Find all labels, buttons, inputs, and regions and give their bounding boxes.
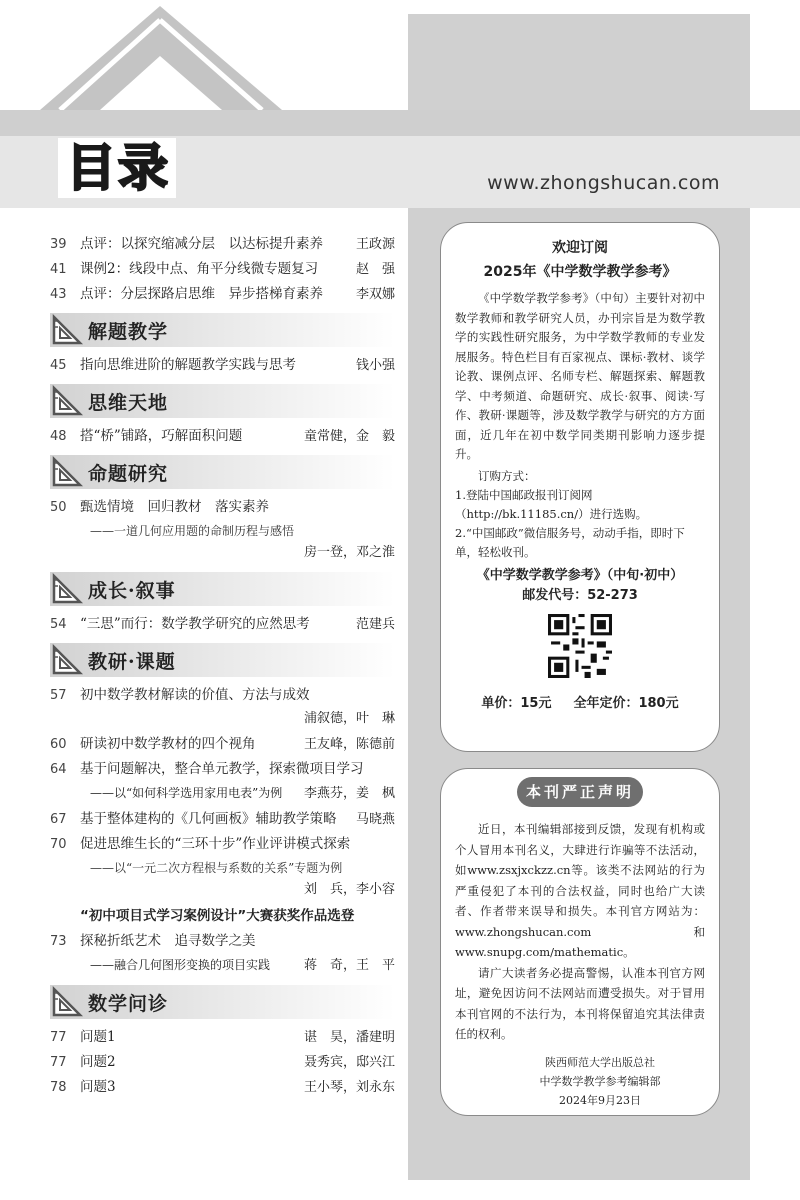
article-author: 蒋 奇，王 平	[303, 958, 395, 973]
article-title: “三思”而行：数学教学研究的应然思考	[80, 616, 310, 632]
toc-row[interactable]	[50, 807, 395, 832]
article-title: 指向思维进阶的解题教学实践与思考	[80, 357, 296, 373]
declaration-paragraph: 近日，本刊编辑部接到反馈，发现有机构或个人冒用本刊名义，大肆进行诈骗等不法活动，如www.zsxjxckzz.cn等。该类不法网站的行为严重侵犯了本刊的合法权益，同时也给广大读者、作者带来误导和损失。本刊官方网站为：www.zhongshucan.com 和www.snupg.com/mathematic。	[455, 822, 705, 959]
article-title: 研读初中数学教材的四个视角	[80, 736, 256, 752]
declaration-paragraph: 请广大读者务必提高警惕，认准本刊官方网址，避免因访问不法网站而遭受损失。对于冒用本刊官网的不法行为，本刊将保留追究其法律责任的权利。	[455, 965, 705, 1041]
order-method-1: 1.登陆中国邮政报刊订阅网（http://bk.11185.cn/）进行选购。	[455, 487, 648, 521]
toc-row[interactable]	[50, 232, 395, 257]
feature-title: “初中项目式学习案例设计”大赛获奖作品选登	[80, 908, 355, 924]
article-subtitle: ——以“如何科学选用家用电表”为例	[90, 786, 283, 800]
article-title: 点评：分层探路启思维 异步搭梯育素养	[80, 286, 323, 302]
header-triangle-graphic	[0, 0, 410, 115]
signature-editorial: 中学数学教学参考编辑部	[539, 1074, 661, 1088]
article-author: 李燕芬，姜 枫	[303, 786, 395, 801]
article-subtitle: ——一道几何应用题的命制历程与感悟	[90, 524, 295, 538]
article-author: 王友峰，陈德前	[303, 737, 395, 752]
section-header-jiaoyan	[50, 643, 395, 677]
page-number: 39	[50, 237, 67, 252]
section-triangle-icon	[50, 985, 84, 1019]
page-number: 67	[50, 812, 67, 827]
declaration-card	[440, 768, 720, 1116]
article-author: 王政源	[355, 237, 395, 252]
page-number: 50	[50, 500, 67, 515]
page-number: 78	[50, 1080, 67, 1095]
article-author: 范建兵	[355, 617, 395, 632]
page-number: 57	[50, 688, 67, 703]
section-triangle-icon	[50, 643, 84, 677]
journal-name: 《中学数学教学参考》（中旬·初中）	[476, 567, 684, 583]
header-band-top	[0, 110, 800, 136]
article-title: 促进思维生长的“三环十步”作业评讲模式探索	[80, 836, 351, 852]
toc-row[interactable]	[50, 282, 395, 307]
declaration-title: 本刊严正声明	[517, 777, 643, 807]
article-title: 课例2：线段中点、角平分线微专题复习	[80, 261, 319, 277]
article-author: 聂秀宾，邸兴江	[303, 1055, 395, 1070]
article-title: 基于问题解决，整合单元教学，探索微项目学习	[80, 761, 364, 777]
website-url: www.zhongshucan.com	[487, 172, 720, 194]
toc-row[interactable]	[50, 495, 395, 520]
section-label: 思维天地	[88, 391, 169, 414]
page-number: 41	[50, 262, 67, 277]
toc-row[interactable]	[50, 683, 395, 708]
section-label: 命题研究	[88, 462, 169, 485]
article-author: 李双娜	[355, 287, 395, 302]
article-author: 谌 昊，潘建明	[303, 1030, 395, 1045]
article-title: 基于整体建构的《几何画板》辅助教学策略	[80, 811, 337, 827]
subscribe-heading: 欢迎订阅	[552, 240, 608, 256]
article-author: 刘 兵，李小容	[303, 882, 395, 897]
article-title: 点评：以探究缩减分层 以达标提升素养	[80, 236, 323, 252]
article-author: 赵 强	[355, 262, 395, 277]
section-triangle-icon	[50, 313, 84, 347]
page-number: 45	[50, 358, 67, 373]
toc-sub-row	[50, 954, 395, 979]
section-header-jieti	[50, 313, 395, 347]
section-triangle-icon	[50, 572, 84, 606]
toc-row[interactable]	[50, 353, 395, 378]
article-author: 童常健，金 毅	[303, 429, 395, 444]
article-title: 问题3	[80, 1079, 116, 1095]
page-number: 77	[50, 1055, 67, 1070]
toc-row[interactable]	[50, 732, 395, 757]
section-label: 解题教学	[88, 320, 169, 343]
order-method-title: 订购方式：	[478, 468, 536, 483]
article-title: 初中数学教材解读的价值、方法与成效	[80, 687, 310, 703]
order-method-2: 2.“中国邮政”微信服务号，动动手指，即时下单，轻松收刊。	[455, 525, 685, 559]
section-label: 成长·叙事	[88, 579, 176, 602]
article-title: 问题1	[80, 1029, 116, 1045]
section-label: 数学问诊	[88, 992, 169, 1015]
section-triangle-icon	[50, 384, 84, 418]
toc-row[interactable]	[50, 612, 395, 637]
section-header-siwei	[50, 384, 395, 418]
article-title: 问题2	[80, 1054, 116, 1070]
section-triangle-icon	[50, 455, 84, 489]
declaration-body	[455, 819, 705, 1045]
section-header-wenzhen	[50, 985, 395, 1019]
subscription-card	[440, 222, 720, 752]
article-subtitle: ——融合几何图形变换的项目实践	[90, 958, 271, 972]
page-number: 64	[50, 762, 67, 777]
postal-code: 邮发代号：52-273	[522, 587, 638, 603]
page-number: 43	[50, 287, 67, 302]
signature-publisher: 陕西师范大学出版总社	[545, 1055, 655, 1069]
unit-price: 单价：15元	[481, 695, 552, 711]
article-subtitle: ——以“一元二次方程根与系数的关系”专题为例	[90, 861, 343, 875]
annual-price: 全年定价：180元	[573, 695, 679, 711]
toc-row[interactable]	[50, 757, 395, 782]
article-title: 甄选情境 回归教材 落实素养	[80, 499, 269, 515]
subscribe-journal-title: 2025年《中学数学教学参考》	[483, 264, 677, 280]
toc-column	[50, 232, 395, 1100]
section-header-mingti	[50, 455, 395, 489]
qr-code-icon[interactable]	[548, 614, 612, 678]
section-header-chengzhang	[50, 572, 395, 606]
subscribe-intro: 《中学数学教学参考》（中旬）主要针对初中数学教师和教学研究人员，办刊宗旨是为数学教学的实践性研究服务，为中学数学教师的专业发展服务。特色栏目有百家视点、课标·教材、谈学论教、课例点评、名师专栏、解题探索、解题教学、中考频道、命题研究、成长·叙事、阅读·写作、教研·课题等，涉及数学教学与研究的方方面面，近几年在初中数学同类期刊影响力逐步提升。	[455, 291, 705, 461]
toc-row[interactable]	[50, 1075, 395, 1100]
toc-row[interactable]	[50, 257, 395, 282]
article-title: 探秘折纸艺术 追寻数学之美	[80, 933, 256, 949]
toc-row[interactable]	[50, 832, 395, 857]
declaration-signature	[455, 1053, 705, 1110]
toc-row[interactable]	[50, 424, 395, 449]
article-title: 搭“桥”铺路，巧解面积问题	[80, 428, 243, 444]
signature-date: 2024年9月23日	[559, 1093, 641, 1107]
page-title: 目录	[66, 139, 170, 197]
page-number: 73	[50, 934, 67, 949]
toc-row[interactable]	[50, 929, 395, 954]
page-number: 54	[50, 617, 67, 632]
page-number: 48	[50, 429, 67, 444]
article-author: 钱小强	[355, 358, 395, 373]
article-author: 马晓燕	[355, 812, 395, 827]
section-label: 教研·课题	[88, 650, 176, 673]
toc-row[interactable]	[50, 1025, 395, 1050]
price-row	[455, 692, 705, 711]
toc-row[interactable]	[50, 1050, 395, 1075]
article-author: 浦叙德，叶 琳	[303, 711, 395, 726]
article-author: 王小琴，刘永东	[303, 1080, 395, 1095]
page-number: 60	[50, 737, 67, 752]
article-author: 房一登，邓之淮	[303, 545, 395, 560]
toc-sub-row	[50, 782, 395, 807]
page-number: 77	[50, 1030, 67, 1045]
page-number: 70	[50, 837, 67, 852]
